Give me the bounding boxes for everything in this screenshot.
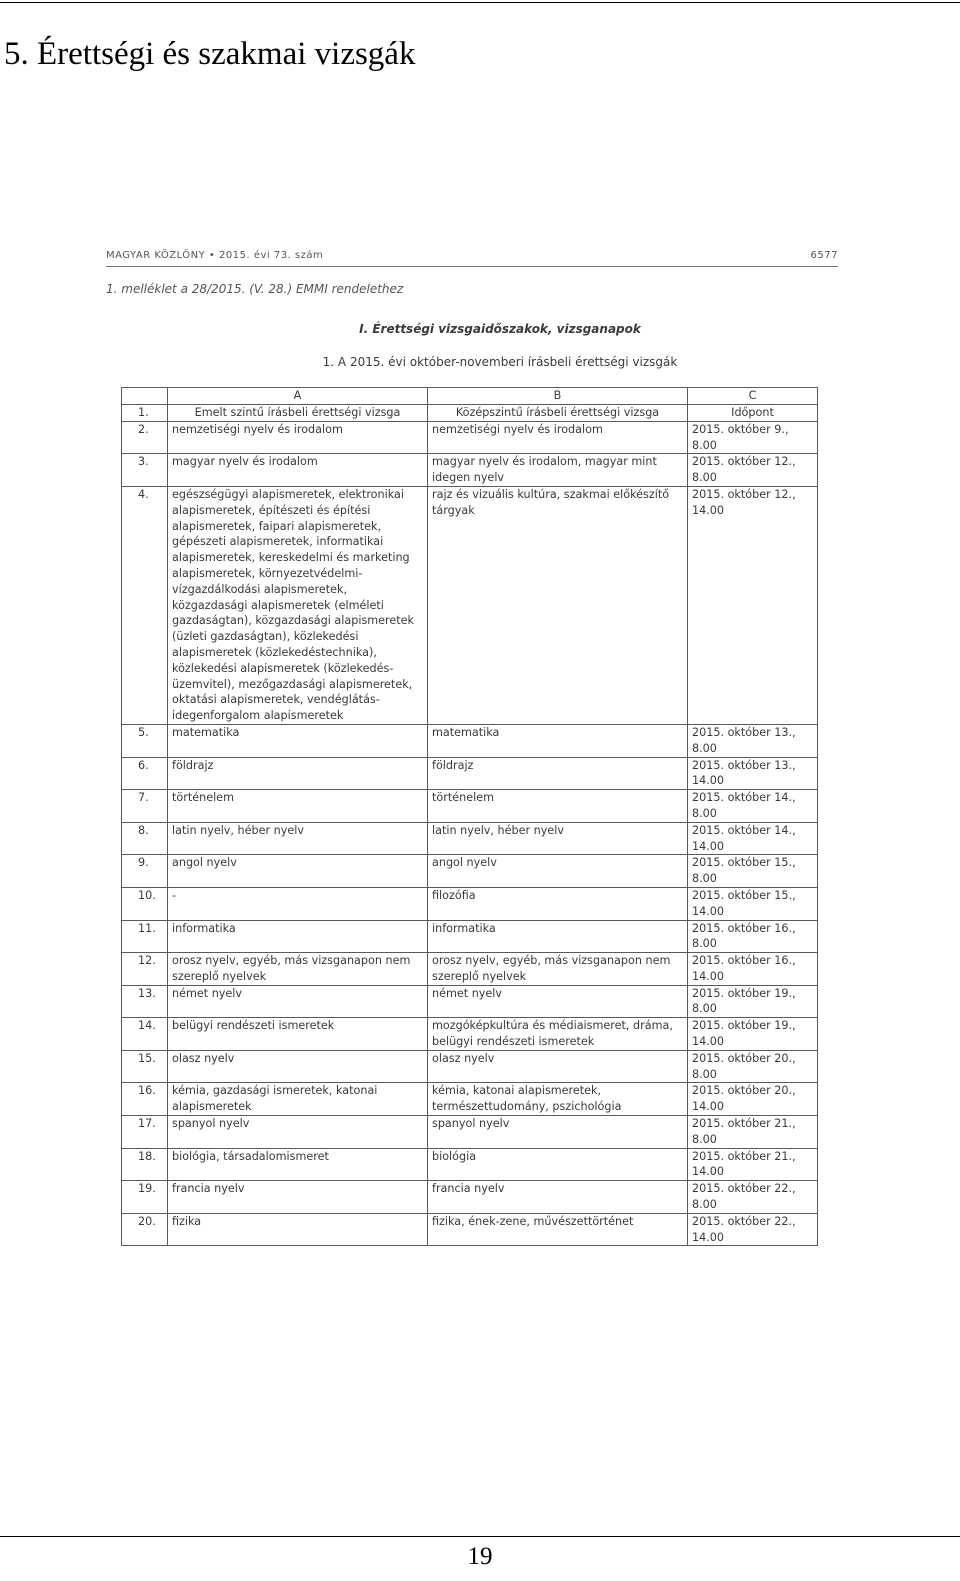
date-cell: 2015. október 19., 14.00 <box>688 1018 818 1051</box>
gazette-header <box>106 250 838 261</box>
table-row <box>122 822 818 855</box>
advanced-level-cell: latin nyelv, héber nyelv <box>168 822 428 855</box>
date-cell: 2015. október 22., 14.00 <box>688 1213 818 1246</box>
table-row <box>122 757 818 790</box>
advanced-level-cell: matematika <box>168 724 428 757</box>
table-row <box>122 855 818 888</box>
table-row <box>122 920 818 953</box>
table-row <box>122 985 818 1018</box>
row-number: 2. <box>122 421 168 454</box>
table-row <box>122 1213 818 1246</box>
date-cell: 2015. október 13., 8.00 <box>688 724 818 757</box>
row-number: 18. <box>122 1148 168 1181</box>
footer-rule <box>0 1536 960 1537</box>
table-row <box>122 724 818 757</box>
date-cell: 2015. október 14., 8.00 <box>688 790 818 823</box>
date-cell: 2015. október 15., 14.00 <box>688 887 818 920</box>
table-row <box>122 486 818 724</box>
table-row <box>122 1050 818 1083</box>
table-row <box>122 1018 818 1051</box>
intermediate-level-cell: orosz nyelv, egyéb, más vizsganapon nem szereplő nyelvek <box>428 953 688 986</box>
table-row <box>122 1083 818 1116</box>
column-letter-row <box>122 388 818 405</box>
date-cell: 2015. október 21., 14.00 <box>688 1148 818 1181</box>
advanced-level-cell: belügyi rendészeti ismeretek <box>168 1018 428 1051</box>
date-cell: 2015. október 22., 8.00 <box>688 1181 818 1214</box>
intermediate-level-cell: angol nyelv <box>428 855 688 888</box>
advanced-level-cell: biológia, társadalomismeret <box>168 1148 428 1181</box>
advanced-level-cell: fizika <box>168 1213 428 1246</box>
column-letter-b: B <box>428 388 688 405</box>
intermediate-level-cell: magyar nyelv és irodalom, magyar mint idegen nyelv <box>428 454 688 487</box>
intermediate-level-cell: német nyelv <box>428 985 688 1018</box>
date-cell: 2015. október 12., 8.00 <box>688 454 818 487</box>
date-cell: 2015. október 19., 8.00 <box>688 985 818 1018</box>
advanced-level-cell: francia nyelv <box>168 1181 428 1214</box>
advanced-level-cell: földrajz <box>168 757 428 790</box>
row-number: 4. <box>122 486 168 724</box>
intermediate-level-cell: francia nyelv <box>428 1181 688 1214</box>
date-cell: 2015. október 20., 14.00 <box>688 1083 818 1116</box>
gazette-page-number: 6577 <box>810 250 838 261</box>
advanced-level-cell: magyar nyelv és irodalom <box>168 454 428 487</box>
date-cell: 2015. október 12., 14.00 <box>688 486 818 724</box>
advanced-level-cell: történelem <box>168 790 428 823</box>
intermediate-level-cell: spanyol nyelv <box>428 1116 688 1149</box>
gazette-header-left: MAGYAR KÖZLÖNY • 2015. évi 73. szám <box>106 250 324 261</box>
advanced-level-cell: informatika <box>168 920 428 953</box>
table-caption: I. Érettségi vizsgaidőszakok, vizsganapok <box>359 322 641 336</box>
advanced-level-cell: olasz nyelv <box>168 1050 428 1083</box>
column-letter-c: C <box>688 388 818 405</box>
advanced-level-cell: orosz nyelv, egyéb, más vizsganapon nem szereplő nyelvek <box>168 953 428 986</box>
row-number: 3. <box>122 454 168 487</box>
row-number: 17. <box>122 1116 168 1149</box>
intermediate-level-cell: kémia, katonai alapismeretek, természettudomány, pszichológia <box>428 1083 688 1116</box>
header-row-number: 1. <box>122 405 168 422</box>
date-cell: 2015. október 9., 8.00 <box>688 421 818 454</box>
intermediate-level-cell: mozgóképkultúra és médiaismeret, dráma, belügyi rendészeti ismeretek <box>428 1018 688 1051</box>
exam-schedule-body <box>122 388 818 1246</box>
date-cell: 2015. október 20., 8.00 <box>688 1050 818 1083</box>
date-cell: 2015. október 14., 14.00 <box>688 822 818 855</box>
intermediate-level-cell: történelem <box>428 790 688 823</box>
intermediate-level-cell: fizika, ének-zene, művészettörténet <box>428 1213 688 1246</box>
advanced-level-cell: angol nyelv <box>168 855 428 888</box>
row-number: 12. <box>122 953 168 986</box>
column-letter-empty <box>122 388 168 405</box>
column-letter-a: A <box>168 388 428 405</box>
intermediate-level-cell: informatika <box>428 920 688 953</box>
top-rule <box>0 2 960 3</box>
row-number: 6. <box>122 757 168 790</box>
header-row <box>122 405 818 422</box>
intermediate-level-cell: matematika <box>428 724 688 757</box>
section-title: 5. Érettségi és szakmai vizsgák <box>4 36 416 72</box>
table-row <box>122 790 818 823</box>
row-number: 13. <box>122 985 168 1018</box>
advanced-level-cell: spanyol nyelv <box>168 1116 428 1149</box>
date-cell: 2015. október 15., 8.00 <box>688 855 818 888</box>
page-number: 19 <box>467 1543 493 1570</box>
row-number: 20. <box>122 1213 168 1246</box>
table-row <box>122 454 818 487</box>
intermediate-level-cell: latin nyelv, héber nyelv <box>428 822 688 855</box>
row-number: 10. <box>122 887 168 920</box>
row-number: 15. <box>122 1050 168 1083</box>
row-number: 16. <box>122 1083 168 1116</box>
date-cell: 2015. október 13., 14.00 <box>688 757 818 790</box>
intermediate-level-cell: filozófia <box>428 887 688 920</box>
intermediate-level-cell: földrajz <box>428 757 688 790</box>
table-row <box>122 887 818 920</box>
header-intermediate-level: Középszintű írásbeli érettségi vizsga <box>428 405 688 422</box>
table-row <box>122 421 818 454</box>
advanced-level-cell: kémia, gazdasági ismeretek, katonai alapismeretek <box>168 1083 428 1116</box>
table-subcaption: 1. A 2015. évi október-novemberi írásbeli érettségi vizsgák <box>322 355 678 369</box>
intermediate-level-cell: rajz és vizuális kultúra, szakmai előkészítő tárgyak <box>428 486 688 724</box>
table-row <box>122 1116 818 1149</box>
annex-title: 1. melléklet a 28/2015. (V. 28.) EMMI rendelethez <box>106 282 404 296</box>
date-cell: 2015. október 16., 8.00 <box>688 920 818 953</box>
row-number: 14. <box>122 1018 168 1051</box>
date-cell: 2015. október 21., 8.00 <box>688 1116 818 1149</box>
row-number: 8. <box>122 822 168 855</box>
intermediate-level-cell: biológia <box>428 1148 688 1181</box>
scanned-gazette-page <box>100 240 840 1260</box>
table-row <box>122 953 818 986</box>
header-advanced-level: Emelt szintű írásbeli érettségi vizsga <box>168 405 428 422</box>
table-row <box>122 1148 818 1181</box>
row-number: 9. <box>122 855 168 888</box>
intermediate-level-cell: nemzetiségi nyelv és irodalom <box>428 421 688 454</box>
header-date: Időpont <box>688 405 818 422</box>
gazette-header-rule <box>106 266 838 267</box>
advanced-level-cell: német nyelv <box>168 985 428 1018</box>
table-row <box>122 1181 818 1214</box>
row-number: 11. <box>122 920 168 953</box>
row-number: 5. <box>122 724 168 757</box>
row-number: 19. <box>122 1181 168 1214</box>
row-number: 7. <box>122 790 168 823</box>
exam-schedule-table <box>121 387 818 1246</box>
intermediate-level-cell: olasz nyelv <box>428 1050 688 1083</box>
advanced-level-cell: - <box>168 887 428 920</box>
advanced-level-cell: nemzetiségi nyelv és irodalom <box>168 421 428 454</box>
advanced-level-cell: egészségügyi alapismeretek, elektronikai alapismeretek, építészeti és építési alapismeretek, faipari alapismeretek, gépészeti alapismeretek, informatikai alapismeretek, kereskedelmi és marketing alapismeretek, környezetvédelmi- vízgazdálkodási alapismeretek, közgazdasági alapismeretek (elméleti gazdaságtan), közgazdasági alapismeretek (üzleti gazdaságtan), közlekedési alapismeretek (közlekedéstechnika), közlekedési alapismeretek (közlekedés-üzemvitel), mezőgazdasági alapismeretek, oktatási alapismeretek, vendéglátás-idegenforgalom alapismeretek <box>168 486 428 724</box>
date-cell: 2015. október 16., 14.00 <box>688 953 818 986</box>
